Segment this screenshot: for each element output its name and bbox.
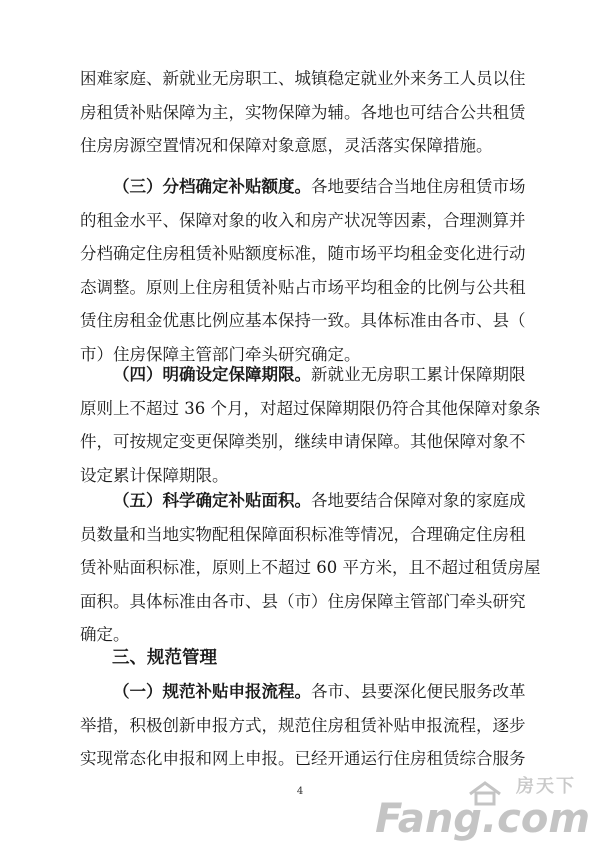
subsection-title: （四）明确设定保障期限。	[113, 365, 311, 384]
paragraph-continuation	[80, 62, 526, 163]
section-heading: 三、规范管理	[112, 648, 217, 668]
text-line: 件，可按规定变更保障类别，继续申请保障。其他保障对象不	[80, 432, 526, 451]
watermark-top-text: 房天下	[516, 776, 576, 797]
page-number: 4	[296, 786, 304, 797]
text-line: 房租赁补贴保障为主，实物保障为辅。各地也可结合公共租赁	[80, 102, 526, 122]
text-line: 市）住房保障主管部门牵头研究确定。	[80, 344, 361, 364]
text-line: 各地要结合保障对象的家庭成	[311, 491, 526, 510]
text-line: 确定。	[80, 625, 130, 644]
paragraph-application	[80, 675, 526, 776]
text-line: 住房房源空置情况和保障对象意愿，灵活落实保障措施。	[80, 136, 493, 155]
text-line: 面积。具体标准由各市、县（市）住房保障主管部门牵头研究	[80, 591, 526, 611]
watermark-logo	[375, 772, 590, 842]
text-line: 赁住房租金优惠比例应基本保持一致。具体标准由各市、县（	[80, 311, 526, 330]
text-line: 困难家庭、新就业无房职工、城镇稳定就业外来务工人员以住	[80, 69, 526, 88]
subsection-title: （一）规范补贴申报流程。	[113, 682, 311, 701]
text-line: 举措，积极创新申报方式，规范住房租赁补贴申报流程，逐步	[80, 715, 526, 735]
text-line: 分档确定住房租赁补贴额度标准，随市场平均租金变化进行动	[80, 244, 526, 263]
text-line: 设定累计保障期限。	[80, 465, 229, 485]
text-line: 各市、县要深化便民服务改革	[311, 682, 526, 701]
text-line: 新就业无房职工累计保障期限	[311, 365, 526, 384]
paragraph-area	[80, 484, 541, 652]
text-line: 的租金水平、保障对象的收入和房产状况等因素，合理测算并	[80, 210, 526, 230]
text-line: 员数量和当地实物配租保障面积标准等情况，合理确定住房租	[80, 524, 526, 544]
text-line: 各地要结合当地住房租赁市场	[311, 177, 526, 196]
text-line: 实现常态化申报和网上申报。已经开通运行住房租赁综合服务	[80, 749, 526, 768]
paragraph-subsidy-amount	[80, 170, 526, 371]
text-line: 赁补贴面积标准，原则上不超过 60 平方米，且不超过租赁房屋	[80, 558, 541, 577]
paragraph-period	[80, 358, 541, 492]
subsection-title: （三）分档确定补贴额度。	[113, 177, 311, 196]
text-line: 原则上不超过 36 个月，对超过保障期限仍符合其他保障对象条	[80, 398, 541, 418]
text-line: 态调整。原则上住房租赁补贴占市场平均租金的比例与公共租	[80, 277, 526, 297]
subsection-title: （五）科学确定补贴面积。	[113, 491, 311, 510]
watermark-main-text: Fang.com	[375, 796, 590, 842]
